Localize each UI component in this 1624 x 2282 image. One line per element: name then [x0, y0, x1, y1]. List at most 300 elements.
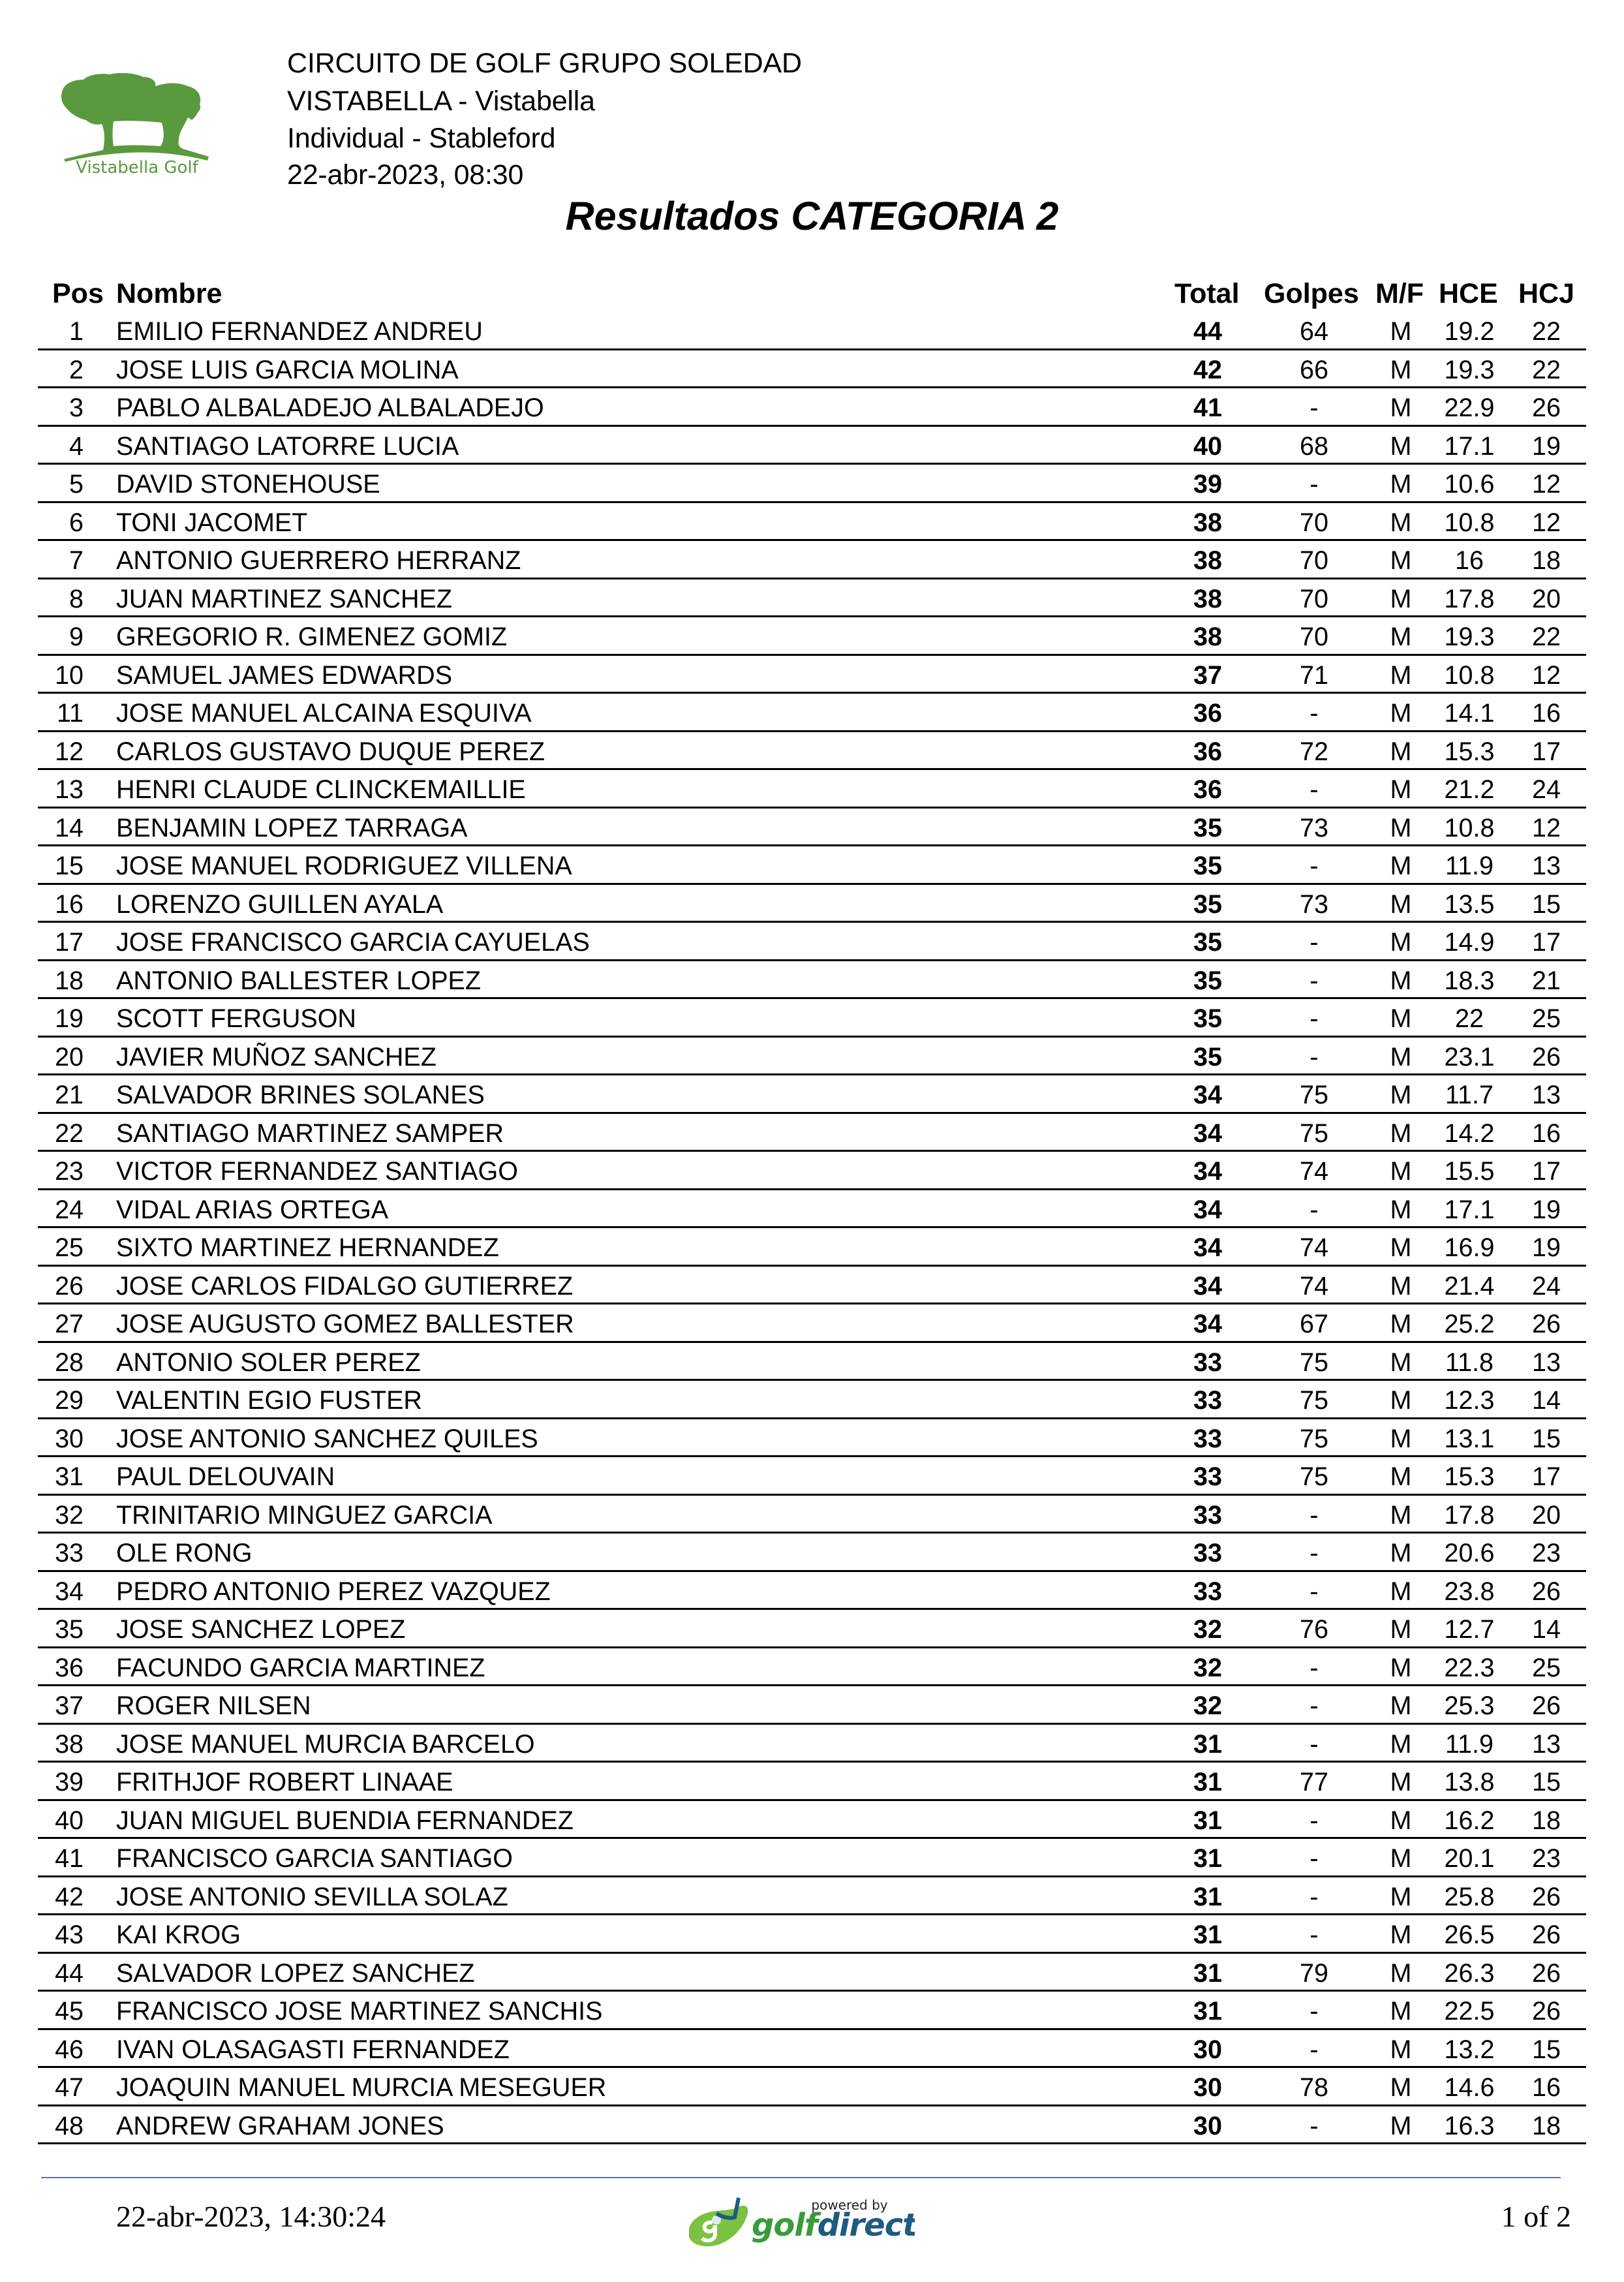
cell-mf: M [1390, 1691, 1412, 1720]
cell-pos: 34 [55, 1577, 84, 1606]
cell-total: 31 [1193, 1729, 1222, 1759]
cell-mf: M [1390, 470, 1412, 499]
cell-pos: 18 [55, 966, 84, 995]
cell-golpes: - [1310, 1920, 1319, 1949]
cell-golpes: 70 [1300, 508, 1328, 537]
cell-pos: 29 [55, 1386, 84, 1415]
table-row [38, 350, 1586, 389]
cell-hce: 13.8 [1444, 1768, 1495, 1796]
cell-hcj: 12 [1532, 813, 1561, 842]
cell-total: 36 [1193, 737, 1222, 766]
cell-mf: M [1390, 1081, 1412, 1109]
table-row [38, 1534, 1586, 1572]
cell-mf: M [1390, 1233, 1412, 1262]
cell-hce: 13.5 [1444, 889, 1495, 919]
cell-total: 38 [1193, 623, 1222, 651]
cell-pos: 3 [69, 393, 84, 422]
cell-pos: 38 [55, 1729, 84, 1759]
cell-total: 33 [1193, 1386, 1222, 1415]
page-title: Resultados CATEGORIA 2 [565, 194, 1059, 238]
table-row [38, 809, 1586, 847]
cell-golpes: 75 [1300, 1348, 1328, 1377]
cell-hce: 25.8 [1444, 1882, 1495, 1911]
table-row [38, 961, 1586, 1000]
table-row [38, 1763, 1586, 1801]
cell-hcj: 15 [1532, 1768, 1561, 1796]
cell-name: HENRI CLAUDE CLINCKEMAILLIE [116, 775, 526, 804]
cell-pos: 45 [55, 1997, 84, 2026]
cell-hce: 14.9 [1444, 928, 1495, 957]
cell-hce: 19.3 [1444, 355, 1495, 384]
cell-mf: M [1390, 2111, 1412, 2140]
table-row [38, 1304, 1586, 1343]
cell-total: 31 [1193, 1806, 1222, 1835]
cell-pos: 39 [55, 1768, 84, 1796]
table-row [38, 999, 1586, 1038]
cell-name: LORENZO GUILLEN AYALA [116, 889, 444, 919]
cell-mf: M [1390, 1997, 1412, 2026]
cell-hce: 13.1 [1444, 1424, 1495, 1453]
cell-total: 35 [1193, 852, 1222, 880]
cell-name: SAMUEL JAMES EDWARDS [116, 660, 453, 690]
table-row [38, 427, 1586, 465]
cell-hcj: 19 [1532, 1195, 1561, 1224]
cell-pos: 15 [55, 852, 84, 880]
cell-hcj: 13 [1532, 1348, 1561, 1377]
cell-name: FRANCISCO GARCIA SANTIAGO [116, 1844, 513, 1873]
cell-total: 35 [1193, 1004, 1222, 1033]
cell-pos: 35 [55, 1615, 84, 1644]
cell-golpes: - [1310, 393, 1319, 422]
cell-hce: 10.8 [1444, 660, 1495, 690]
cell-name: ANTONIO GUERRERO HERRANZ [116, 546, 521, 575]
logo-text: Vistabella Golf [76, 158, 198, 177]
cell-pos: 23 [55, 1157, 84, 1186]
cell-hcj: 18 [1532, 546, 1561, 575]
cell-hcj: 22 [1532, 623, 1561, 651]
cell-pos: 17 [55, 928, 84, 957]
cell-pos: 8 [69, 584, 84, 613]
cell-golpes: - [1310, 2035, 1319, 2064]
table-row [38, 1343, 1586, 1381]
cell-hcj: 25 [1532, 1004, 1561, 1033]
cell-hcj: 23 [1532, 1539, 1561, 1567]
cell-total: 33 [1193, 1424, 1222, 1453]
cell-name: PAUL DELOUVAIN [116, 1462, 335, 1491]
cell-hce: 10.8 [1444, 813, 1495, 842]
svg-text:golfdirecto [752, 2207, 915, 2243]
cell-total: 33 [1193, 1500, 1222, 1530]
cell-mf: M [1390, 1348, 1412, 1377]
cell-golpes: 74 [1300, 1157, 1328, 1186]
cell-total: 33 [1193, 1539, 1222, 1567]
cell-mf: M [1390, 1042, 1412, 1072]
cell-hcj: 13 [1532, 1729, 1561, 1759]
cell-name: DAVID STONEHOUSE [116, 470, 380, 499]
cell-total: 35 [1193, 1042, 1222, 1072]
cell-pos: 6 [69, 508, 84, 537]
powered-by-label: powered by [811, 2197, 888, 2213]
cell-golpes: 70 [1300, 623, 1328, 651]
cell-name: SIXTO MARTINEZ HERNANDEZ [116, 1233, 499, 1262]
cell-name: KAI KROG [116, 1920, 241, 1949]
cell-name: SCOTT FERGUSON [116, 1004, 356, 1033]
table-row [38, 1725, 1586, 1763]
cell-golpes: 75 [1300, 1462, 1328, 1491]
cell-golpes: - [1310, 1844, 1319, 1873]
cell-hcj: 19 [1532, 1233, 1561, 1262]
cell-name: JOSE AUGUSTO GOMEZ BALLESTER [116, 1310, 574, 1338]
cell-name: TONI JACOMET [116, 508, 308, 537]
cell-name: SALVADOR BRINES SOLANES [116, 1081, 485, 1109]
cell-hcj: 26 [1532, 1042, 1561, 1072]
cell-total: 39 [1193, 470, 1222, 499]
cell-hce: 15.5 [1444, 1157, 1495, 1186]
cell-total: 32 [1193, 1615, 1222, 1644]
cell-golpes: - [1310, 1195, 1319, 1224]
cell-hce: 19.3 [1444, 623, 1495, 651]
table-row [38, 770, 1586, 809]
golfdirecto-logo [686, 2194, 915, 2249]
table-row [38, 503, 1586, 542]
column-header-pos: Pos [52, 278, 104, 309]
table-row [38, 617, 1586, 656]
cell-golpes: 66 [1300, 355, 1328, 384]
cell-hcj: 20 [1532, 584, 1561, 613]
cell-hcj: 26 [1532, 1577, 1561, 1606]
cell-mf: M [1390, 1806, 1412, 1835]
cell-mf: M [1390, 1920, 1412, 1949]
cell-name: FRITHJOF ROBERT LINAAE [116, 1768, 453, 1796]
cell-hcj: 12 [1532, 660, 1561, 690]
cell-hce: 26.5 [1444, 1920, 1495, 1949]
cell-mf: M [1390, 1157, 1412, 1186]
table-row [38, 1457, 1586, 1496]
game-format: Individual - Stableford [287, 123, 556, 154]
table-row [38, 1992, 1586, 2030]
cell-golpes: 75 [1300, 1081, 1328, 1109]
footer-divider [41, 2177, 1561, 2178]
brand-directo: direc [817, 2207, 903, 2243]
cell-hcj: 19 [1532, 431, 1561, 461]
cell-name: JOSE ANTONIO SEVILLA SOLAZ [116, 1882, 508, 1911]
table-row [38, 312, 1586, 350]
cell-pos: 24 [55, 1195, 84, 1224]
cell-mf: M [1390, 1729, 1412, 1759]
golfdirecto-logo-icon [686, 2194, 915, 2249]
cell-hcj: 22 [1532, 355, 1561, 384]
cell-name: EMILIO FERNANDEZ ANDREU [116, 317, 483, 346]
cell-golpes: - [1310, 1653, 1319, 1682]
column-header-mf: M/F [1375, 278, 1424, 309]
cell-hcj: 13 [1532, 1081, 1561, 1109]
page-number: 1 of 2 [1501, 2200, 1571, 2233]
cell-hcj: 17 [1532, 928, 1561, 957]
table-row [38, 2068, 1586, 2106]
cell-hce: 25.2 [1444, 1310, 1495, 1338]
cell-mf: M [1390, 852, 1412, 880]
cell-mf: M [1390, 737, 1412, 766]
cell-pos: 28 [55, 1348, 84, 1377]
cell-total: 33 [1193, 1577, 1222, 1606]
cell-total: 36 [1193, 775, 1222, 804]
cell-golpes: - [1310, 928, 1319, 957]
cell-total: 30 [1193, 2073, 1222, 2102]
cell-total: 42 [1193, 355, 1222, 384]
cell-mf: M [1390, 1882, 1412, 1911]
cell-hcj: 24 [1532, 1271, 1561, 1301]
cell-pos: 14 [55, 813, 84, 842]
cell-hce: 10.8 [1444, 508, 1495, 537]
cell-total: 34 [1193, 1081, 1222, 1109]
cell-pos: 16 [55, 889, 84, 919]
cell-hcj: 17 [1532, 1157, 1561, 1186]
cell-total: 30 [1193, 2035, 1222, 2064]
cell-golpes: - [1310, 2111, 1319, 2140]
cell-hcj: 12 [1532, 508, 1561, 537]
table-row [38, 1038, 1586, 1076]
cell-mf: M [1390, 699, 1412, 728]
cell-total: 31 [1193, 1958, 1222, 1988]
cell-mf: M [1390, 1539, 1412, 1567]
table-row [38, 1381, 1586, 1419]
cell-name: VICTOR FERNANDEZ SANTIAGO [116, 1157, 518, 1186]
table-row [38, 1915, 1586, 1954]
table-row [38, 1686, 1586, 1725]
cell-total: 34 [1193, 1118, 1222, 1148]
cell-name: SANTIAGO MARTINEZ SAMPER [116, 1118, 504, 1148]
cell-mf: M [1390, 966, 1412, 995]
cell-total: 31 [1193, 1920, 1222, 1949]
column-header-hcj: HCJ [1518, 278, 1575, 309]
cell-pos: 44 [55, 1958, 84, 1988]
cell-name: PEDRO ANTONIO PEREZ VAZQUEZ [116, 1577, 551, 1606]
table-row [38, 885, 1586, 923]
cell-mf: M [1390, 2073, 1412, 2102]
cell-pos: 40 [55, 1806, 84, 1835]
cell-name: ANDREW GRAHAM JONES [116, 2111, 444, 2140]
cell-golpes: 75 [1300, 1386, 1328, 1415]
cell-hcj: 14 [1532, 1615, 1561, 1644]
cell-name: ANTONIO SOLER PEREZ [116, 1348, 421, 1377]
cell-mf: M [1390, 889, 1412, 919]
cell-hce: 16.2 [1444, 1806, 1495, 1835]
cell-hcj: 26 [1532, 1691, 1561, 1720]
cell-total: 34 [1193, 1195, 1222, 1224]
cell-golpes: - [1310, 1539, 1319, 1567]
cell-name: JUAN MARTINEZ SANCHEZ [116, 584, 453, 613]
table-row [38, 1648, 1586, 1687]
cell-name: JOSE MANUEL MURCIA BARCELO [116, 1729, 535, 1759]
cell-hce: 23.8 [1444, 1577, 1495, 1606]
cell-pos: 37 [55, 1691, 84, 1720]
table-row [38, 1954, 1586, 1992]
cell-name: SANTIAGO LATORRE LUCIA [116, 431, 459, 461]
cell-golpes: 75 [1300, 1118, 1328, 1148]
cell-golpes: 74 [1300, 1233, 1328, 1262]
cell-total: 38 [1193, 546, 1222, 575]
cell-name: ANTONIO BALLESTER LOPEZ [116, 966, 482, 995]
cell-mf: M [1390, 1653, 1412, 1682]
cell-name: JOSE MANUEL RODRIGUEZ VILLENA [116, 852, 572, 880]
cell-total: 34 [1193, 1310, 1222, 1338]
cell-hcj: 24 [1532, 775, 1561, 804]
cell-hce: 14.2 [1444, 1118, 1495, 1148]
cell-golpes: 76 [1300, 1615, 1328, 1644]
cell-hcj: 26 [1532, 1310, 1561, 1338]
cell-mf: M [1390, 813, 1412, 842]
table-row [38, 1267, 1586, 1305]
cell-pos: 19 [55, 1004, 84, 1033]
cell-hce: 12.3 [1444, 1386, 1495, 1415]
cell-name: CARLOS GUSTAVO DUQUE PEREZ [116, 737, 545, 766]
cell-hcj: 18 [1532, 2111, 1561, 2140]
brand-golf: golf [752, 2207, 818, 2243]
cell-mf: M [1390, 1615, 1412, 1644]
cell-total: 35 [1193, 928, 1222, 957]
cell-total: 32 [1193, 1653, 1222, 1682]
cell-golpes: - [1310, 1997, 1319, 2026]
cell-hcj: 16 [1532, 699, 1561, 728]
cell-mf: M [1390, 775, 1412, 804]
cell-mf: M [1390, 1424, 1412, 1453]
cell-golpes: 68 [1300, 431, 1328, 461]
cell-hce: 21.4 [1444, 1271, 1495, 1301]
cell-golpes: 67 [1300, 1310, 1328, 1338]
cell-pos: 13 [55, 775, 84, 804]
table-row [38, 1075, 1586, 1114]
cell-pos: 1 [69, 317, 84, 346]
table-row [38, 1877, 1586, 1916]
table-row [38, 1610, 1586, 1648]
table-row [38, 2030, 1586, 2069]
cell-hce: 16.3 [1444, 2111, 1495, 2140]
cell-mf: M [1390, 317, 1412, 346]
cell-pos: 9 [69, 623, 84, 651]
cell-hce: 22.9 [1444, 393, 1495, 422]
cell-total: 31 [1193, 1844, 1222, 1873]
cell-pos: 12 [55, 737, 84, 766]
cell-golpes: 71 [1300, 660, 1328, 690]
cell-hce: 11.9 [1445, 1729, 1494, 1759]
table-row [38, 1228, 1586, 1267]
cell-pos: 2 [69, 355, 84, 384]
cell-hcj: 23 [1532, 1844, 1561, 1873]
cell-hce: 25.3 [1444, 1691, 1495, 1720]
cell-mf: M [1390, 508, 1412, 537]
cell-pos: 5 [69, 470, 84, 499]
cell-mf: M [1390, 1004, 1412, 1033]
cell-mf: M [1390, 623, 1412, 651]
table-row [38, 694, 1586, 732]
cell-hce: 11.7 [1445, 1081, 1494, 1109]
cell-pos: 11 [56, 699, 84, 728]
cell-total: 33 [1193, 1348, 1222, 1377]
cell-hce: 17.1 [1444, 431, 1495, 461]
cell-mf: M [1390, 660, 1412, 690]
cell-total: 38 [1193, 584, 1222, 613]
table-row [38, 2106, 1586, 2145]
cell-hcj: 22 [1532, 317, 1561, 346]
cell-pos: 30 [55, 1424, 84, 1453]
cell-hcj: 17 [1532, 737, 1561, 766]
cell-total: 35 [1193, 813, 1222, 842]
cell-hcj: 15 [1532, 889, 1561, 919]
cell-hce: 17.1 [1444, 1195, 1495, 1224]
cell-name: JOAQUIN MANUEL MURCIA MESEGUER [116, 2073, 607, 2102]
cell-hcj: 13 [1532, 852, 1561, 880]
cell-hce: 20.1 [1444, 1844, 1495, 1873]
cell-hce: 13.2 [1444, 2035, 1495, 2064]
cell-hcj: 15 [1532, 1424, 1561, 1453]
tournament-datetime: 22-abr-2023, 08:30 [287, 159, 524, 191]
cell-name: JOSE FRANCISCO GARCIA CAYUELAS [116, 928, 590, 957]
cell-mf: M [1390, 546, 1412, 575]
cell-mf: M [1390, 1958, 1412, 1988]
cell-pos: 4 [69, 431, 84, 461]
cell-hce: 11.9 [1445, 852, 1494, 880]
cell-pos: 33 [55, 1539, 84, 1567]
cell-mf: M [1390, 393, 1412, 422]
cell-total: 38 [1193, 508, 1222, 537]
cell-golpes: - [1310, 699, 1319, 728]
cell-total: 36 [1193, 699, 1222, 728]
cell-total: 32 [1193, 1691, 1222, 1720]
cell-pos: 47 [55, 2073, 84, 2102]
cell-pos: 22 [55, 1118, 84, 1148]
cell-total: 41 [1193, 393, 1222, 422]
cell-name: OLE RONG [116, 1539, 253, 1567]
cell-pos: 31 [55, 1462, 84, 1491]
cell-pos: 25 [55, 1233, 84, 1262]
cell-hcj: 18 [1532, 1806, 1561, 1835]
cell-name: VALENTIN EGIO FUSTER [116, 1386, 422, 1415]
table-row [38, 388, 1586, 427]
cell-hcj: 25 [1532, 1653, 1561, 1682]
cell-golpes: - [1310, 1729, 1319, 1759]
cell-hce: 18.3 [1444, 966, 1495, 995]
cell-hcj: 26 [1532, 393, 1561, 422]
cell-total: 31 [1193, 1997, 1222, 2026]
cell-mf: M [1390, 2035, 1412, 2064]
cell-golpes: 73 [1300, 813, 1328, 842]
cell-hcj: 16 [1532, 1118, 1561, 1148]
cell-total: 40 [1193, 431, 1222, 461]
cell-hce: 17.8 [1444, 584, 1495, 613]
cell-total: 31 [1193, 1882, 1222, 1911]
cell-hce: 16.9 [1444, 1233, 1495, 1262]
cell-name: GREGORIO R. GIMENEZ GOMIZ [116, 623, 508, 651]
table-row [38, 732, 1586, 771]
cell-total: 34 [1193, 1233, 1222, 1262]
cell-total: 33 [1193, 1462, 1222, 1491]
cell-golpes: - [1310, 966, 1319, 995]
cell-hcj: 26 [1532, 1997, 1561, 2026]
cell-name: JOSE ANTONIO SANCHEZ QUILES [116, 1424, 538, 1453]
cell-golpes: - [1310, 1500, 1319, 1530]
cell-name: FACUNDO GARCIA MARTINEZ [116, 1653, 485, 1682]
table-row [38, 1190, 1586, 1229]
cell-pos: 42 [55, 1882, 84, 1911]
cell-mf: M [1390, 1500, 1412, 1530]
cell-mf: M [1390, 1577, 1412, 1606]
table-row [38, 465, 1586, 503]
table-row [38, 541, 1586, 579]
cell-pos: 36 [55, 1653, 84, 1682]
cell-hce: 15.3 [1444, 737, 1495, 766]
table-row [38, 1572, 1586, 1611]
table-row [38, 1839, 1586, 1877]
